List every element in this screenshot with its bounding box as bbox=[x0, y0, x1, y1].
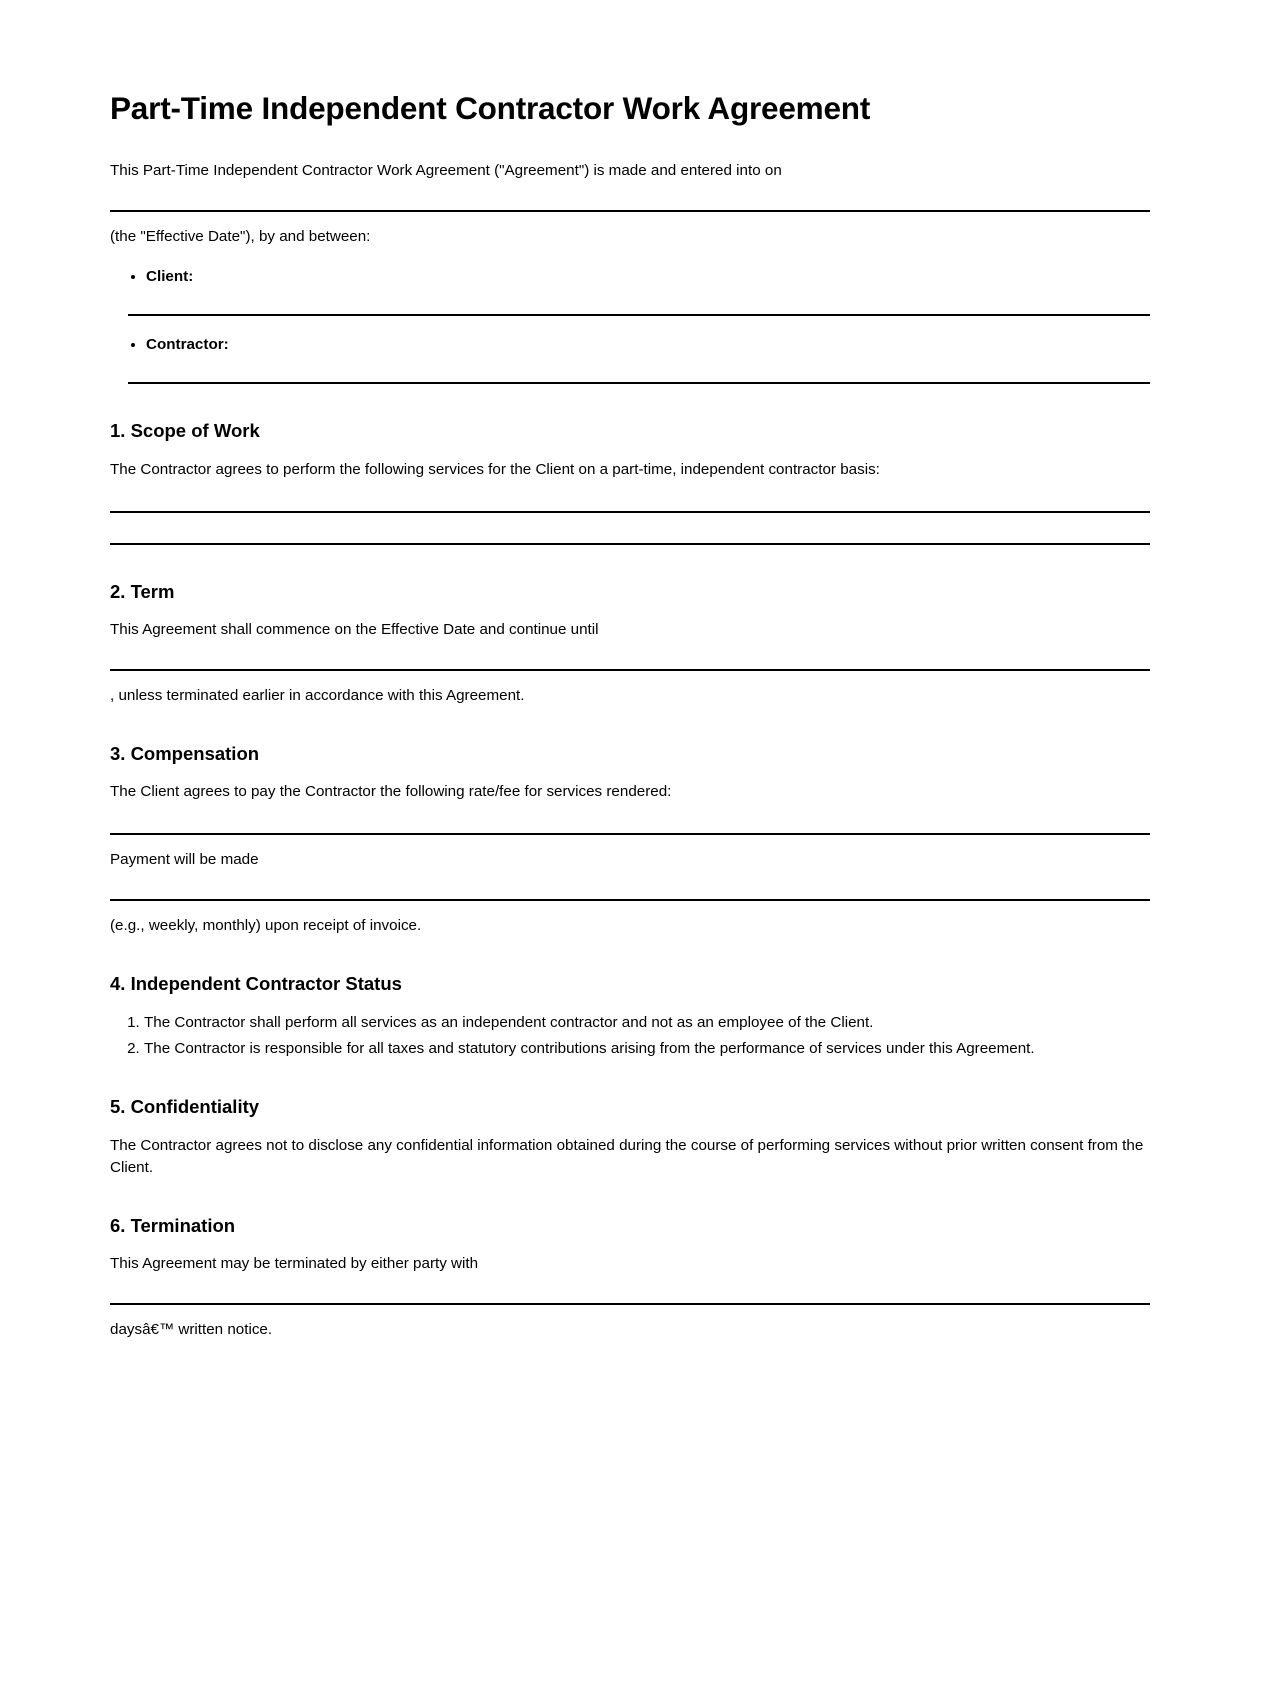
party-label-contractor: Contractor: bbox=[146, 336, 229, 354]
compensation-lead: The Client agrees to pay the Contractor the following rate/fee for services rendered: bbox=[110, 783, 672, 800]
section-heading-compensation: 3. Compensation bbox=[110, 742, 260, 764]
party-label-client: Client: bbox=[146, 268, 194, 286]
list-item: 1. The Contractor shall perform all services as an independent contractor and not as an employee of the Client. bbox=[144, 1011, 1150, 1035]
independent-contractor-status-list bbox=[110, 1011, 1150, 1060]
section-heading-termination: 6. Termination bbox=[110, 1214, 236, 1236]
term-trailing: , unless terminated earlier in accordance with this Agreement. bbox=[110, 686, 525, 704]
payment-lead: Payment will be made bbox=[110, 851, 259, 869]
party-list-contractor bbox=[110, 334, 1150, 356]
term-lead: This Agreement shall commence on the Effective Date and continue until bbox=[110, 620, 599, 638]
section-heading-term: 2. Term bbox=[110, 580, 175, 602]
party-list bbox=[110, 266, 1150, 288]
scope-of-work-fill-line-1[interactable] bbox=[110, 511, 1150, 513]
page-title: Part-Time Independent Contractor Work Agreement bbox=[110, 90, 871, 126]
payment-trailing: (e.g., weekly, monthly) upon receipt of invoice. bbox=[110, 917, 422, 935]
term-fill-line[interactable] bbox=[110, 669, 1150, 671]
section-heading-scope-of-work: 1. Scope of Work bbox=[110, 420, 260, 442]
compensation-rate-fill-line[interactable] bbox=[110, 833, 1150, 835]
payment-frequency-fill-line[interactable] bbox=[110, 899, 1150, 901]
effective-date-caption: (the "Effective Date"), by and between: bbox=[110, 228, 371, 246]
contractor-name-fill-line[interactable] bbox=[128, 382, 1150, 384]
section-heading-confidentiality: 5. Confidentiality bbox=[110, 1096, 260, 1118]
termination-lead: This Agreement may be terminated by either party with bbox=[110, 1254, 479, 1272]
list-item-client bbox=[146, 266, 1150, 288]
client-name-fill-line[interactable] bbox=[128, 314, 1150, 316]
confidentiality-body: The Contractor agrees not to disclose any confidential information obtained during the course of performing services without prior written consent from the Client. bbox=[110, 1136, 1144, 1176]
scope-of-work-lead: The Contractor agrees to perform the following services for the Client on a part-time, independent contractor basis: bbox=[110, 460, 880, 478]
intro-paragraph: This Part-Time Independent Contractor Work Agreement ("Agreement") is made and entered into on bbox=[110, 162, 782, 180]
termination-trailing: daysâ€™ written notice. bbox=[110, 1320, 273, 1338]
list-item: 2. The Contractor is responsible for all taxes and statutory contributions arising from the performance of services under this Agreement. bbox=[144, 1037, 1150, 1061]
effective-date-fill-line[interactable] bbox=[110, 210, 1150, 212]
scope-of-work-fill-line-2[interactable] bbox=[110, 543, 1150, 545]
section-heading-independent-contractor-status: 4. Independent Contractor Status bbox=[110, 973, 402, 995]
list-item-contractor bbox=[146, 334, 1150, 356]
termination-notice-fill-line[interactable] bbox=[110, 1303, 1150, 1305]
